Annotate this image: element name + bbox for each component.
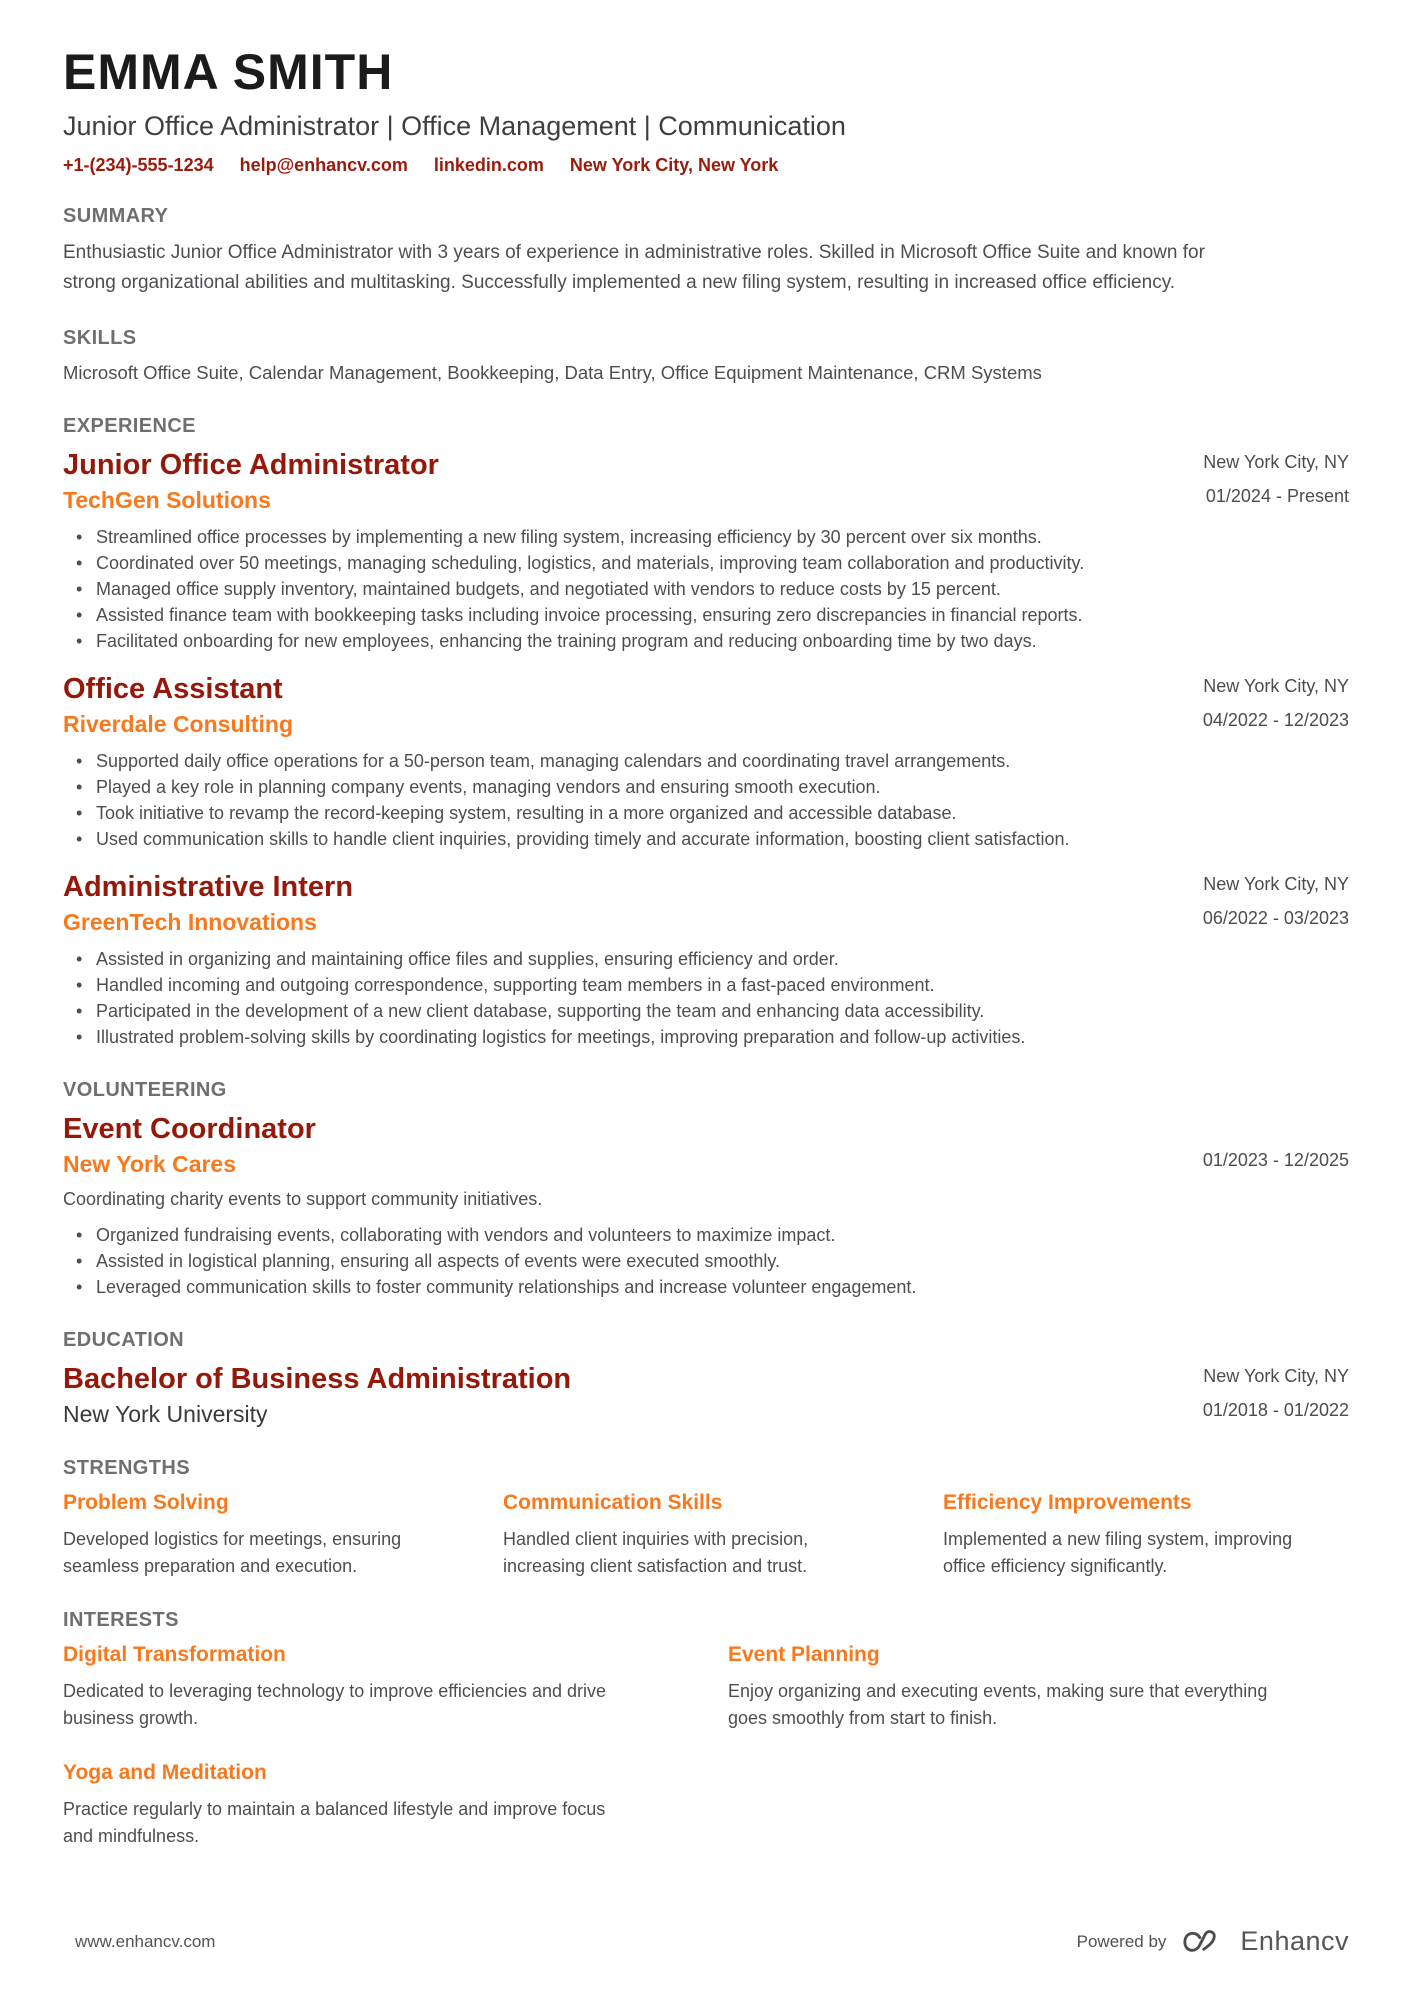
bullet-item: • Illustrated problem-solving skills by coordinating logistics for meetings, improving preparation and follow-up activities. (63, 1024, 1349, 1050)
interests-heading: INTERESTS (63, 1609, 179, 1631)
strength-title: Efficiency Improvements (943, 1491, 1192, 1514)
resume-header (63, 44, 1349, 176)
education-section (63, 1328, 1349, 1428)
bullet-item: • Supported daily office operations for a 50-person team, managing calendars and coordinating travel arrangements. (63, 748, 1349, 774)
bullet-item: • Assisted in logistical planning, ensuring all aspects of events were executed smoothly. (63, 1248, 1349, 1274)
job-title: Junior Office Administrator (63, 449, 439, 481)
job-title: Office Assistant (63, 673, 283, 705)
experience-entry (63, 870, 1349, 1050)
bullet-item: • Participated in the development of a new client database, supporting the team and enhancing data accessibility. (63, 998, 1349, 1024)
powered-by-badge (1077, 1926, 1349, 1957)
education-location: New York City, NY (1203, 1366, 1349, 1386)
strengths-section (63, 1456, 1349, 1580)
interest-description: Practice regularly to maintain a balanced lifestyle and improve focus and mindfulness. (63, 1799, 606, 1846)
job-location: New York City, NY (1203, 452, 1349, 472)
bullet-item: • Organized fundraising events, collaborating with vendors and volunteers to maximize impact. (63, 1222, 1349, 1248)
job-dates: 06/2022 - 03/2023 (1202, 908, 1349, 928)
bullet-item: • Played a key role in planning company events, managing vendors and ensuring smooth execution. (63, 774, 1349, 800)
enhancv-logo-icon (1180, 1927, 1226, 1957)
strength-item (503, 1490, 909, 1580)
job-title: Administrative Intern (63, 871, 354, 903)
bullet-item: • Assisted finance team with bookkeeping tasks including invoice processing, ensuring zero discrepancies in financial reports. (63, 602, 1349, 628)
experience-heading: EXPERIENCE (63, 415, 196, 437)
volunteer-title: Event Coordinator (63, 1113, 316, 1145)
bullet-item: • Handled incoming and outgoing correspondence, supporting team members in a fast-paced environment. (63, 972, 1349, 998)
strength-item (943, 1490, 1349, 1580)
bullet-item: • Facilitated onboarding for new employees, enhancing the training program and reducing onboarding time by two days. (63, 628, 1349, 654)
job-location: New York City, NY (1203, 874, 1349, 894)
strength-title: Communication Skills (503, 1491, 723, 1514)
strength-item (63, 1490, 469, 1580)
interest-description: Enjoy organizing and executing events, making sure that everything goes smoothly from start to finish. (728, 1681, 1268, 1728)
volunteer-dates: 01/2023 - 12/2025 (1202, 1150, 1349, 1170)
interests-grid (63, 1642, 1349, 1850)
interests-section (63, 1608, 1349, 1850)
skills-heading: SKILLS (63, 327, 137, 349)
contact-linkedin[interactable]: linkedin.com (433, 155, 544, 175)
strengths-grid (63, 1490, 1349, 1580)
contact-phone[interactable]: +1-(234)-555-1234 (63, 155, 214, 175)
bullet-item: • Leveraged communication skills to foster community relationships and increase volunteer engagement. (63, 1274, 1349, 1300)
job-bullets (63, 524, 1349, 654)
company-name: TechGen Solutions (63, 487, 271, 513)
strengths-heading: STRENGTHS (63, 1457, 190, 1479)
contact-email[interactable]: help@enhancv.com (239, 155, 408, 175)
contact-row (63, 154, 1349, 176)
experience-entry (63, 448, 1349, 654)
interest-item (63, 1760, 684, 1850)
job-bullets (63, 946, 1349, 1050)
volunteering-entry (63, 1112, 1349, 1300)
strength-description: Developed logistics for meetings, ensuring seamless preparation and execution. (63, 1529, 402, 1576)
interest-item (63, 1642, 684, 1732)
education-dates: 01/2018 - 01/2022 (1202, 1400, 1349, 1420)
footer-website-link[interactable]: www.enhancv.com (75, 1931, 216, 1951)
interest-title: Digital Transformation (63, 1643, 286, 1666)
interest-title: Yoga and Meditation (63, 1761, 267, 1784)
education-heading: EDUCATION (63, 1329, 185, 1351)
summary-text: Enthusiastic Junior Office Administrator with 3 years of experience in administrative roles. Skilled in Microsoft Office Suite and known for strong organizational abilities and multitasking. Successfully implemented a new filing system, resulting in increased office efficiency. (63, 242, 1205, 293)
job-dates: 01/2024 - Present (1205, 486, 1349, 506)
job-location: New York City, NY (1203, 676, 1349, 696)
education-entry (63, 1362, 1349, 1428)
bullet-item: • Took initiative to revamp the record-keeping system, resulting in a more organized and accessible database. (63, 800, 1349, 826)
company-name: Riverdale Consulting (63, 711, 294, 737)
volunteering-section (63, 1078, 1349, 1300)
summary-heading: SUMMARY (63, 205, 169, 227)
bullet-item: • Managed office supply inventory, maintained budgets, and negotiated with vendors to reduce costs by 15 percent. (63, 576, 1349, 602)
skills-section (63, 326, 1349, 386)
interest-description: Dedicated to leveraging technology to improve efficiencies and drive business growth. (63, 1681, 606, 1728)
skills-list: Microsoft Office Suite, Calendar Management, Bookkeeping, Data Entry, Office Equipment Maintenance, CRM Systems (63, 362, 1042, 383)
company-name: GreenTech Innovations (63, 909, 317, 935)
summary-section (63, 204, 1349, 298)
bullet-item: • Coordinated over 50 meetings, managing scheduling, logistics, and materials, improving team collaboration and productivity. (63, 550, 1349, 576)
job-bullets (63, 748, 1349, 852)
enhancv-wordmark: Enhancv (1240, 1926, 1349, 1956)
experience-section (63, 414, 1349, 1050)
strength-description: Handled client inquiries with precision, increasing client satisfaction and trust. (503, 1529, 809, 1576)
strength-title: Problem Solving (63, 1491, 229, 1514)
volunteer-bullets (63, 1222, 1349, 1300)
page-footer (75, 1926, 1349, 1957)
contact-location: New York City, New York (569, 155, 779, 175)
volunteer-description: Coordinating charity events to support community initiatives. (63, 1189, 543, 1209)
powered-by-label: Powered by (1076, 1931, 1167, 1951)
volunteering-heading: VOLUNTEERING (63, 1079, 227, 1101)
interest-title: Event Planning (728, 1643, 880, 1666)
interest-item (728, 1642, 1349, 1732)
degree-title: Bachelor of Business Administration (63, 1363, 572, 1395)
bullet-item: • Assisted in organizing and maintaining office files and supplies, ensuring efficiency and order. (63, 946, 1349, 972)
candidate-name: EMMA SMITH (63, 44, 394, 100)
school-name: New York University (63, 1401, 268, 1427)
bullet-item: • Used communication skills to handle client inquiries, providing timely and accurate information, boosting client satisfaction. (63, 826, 1349, 852)
strength-description: Implemented a new filing system, improving office efficiency significantly. (943, 1529, 1293, 1576)
bullet-item: • Streamlined office processes by implementing a new filing system, increasing efficiency by 30 percent over six months. (63, 524, 1349, 550)
experience-entry (63, 672, 1349, 852)
candidate-headline: Junior Office Administrator | Office Management | Communication (63, 111, 846, 141)
job-dates: 04/2022 - 12/2023 (1202, 710, 1349, 730)
volunteer-organization: New York Cares (63, 1151, 237, 1177)
